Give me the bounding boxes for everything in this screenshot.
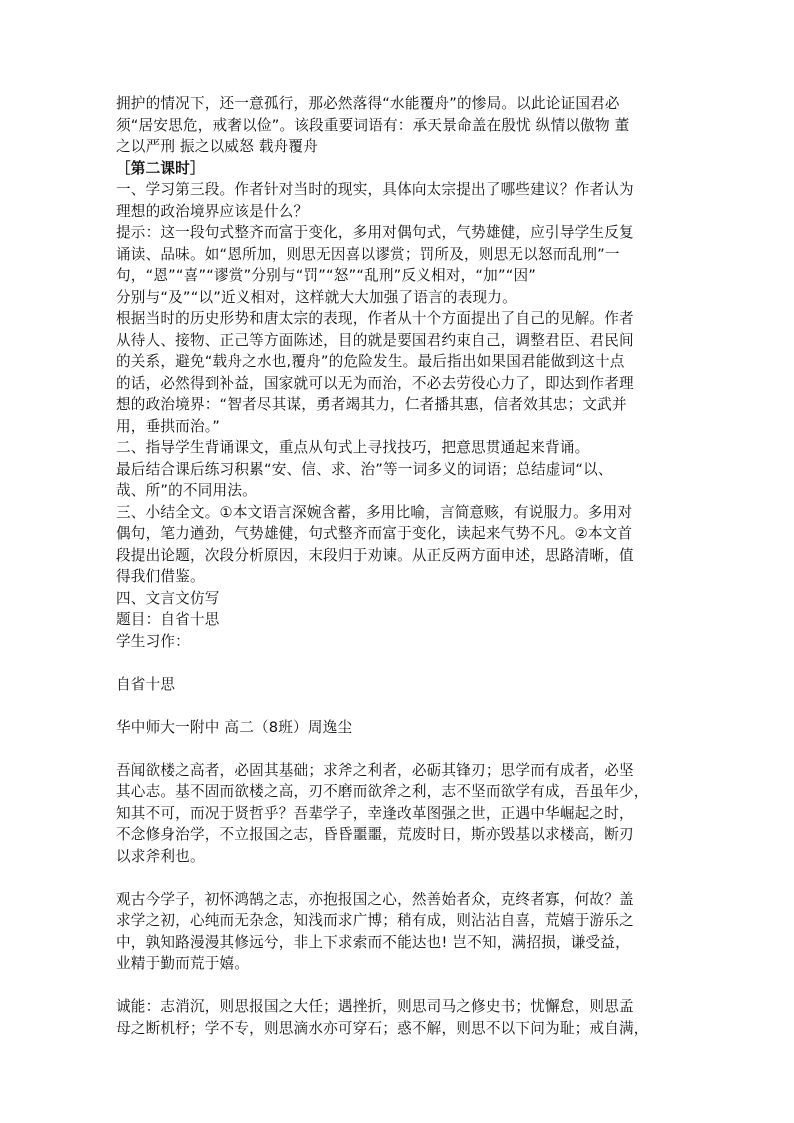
essay-line-4: 不念修身治学，不立报国之志，昏昏噩噩，荒废时日，斯亦毁基以求楼高，断刃 xyxy=(116,826,634,843)
text-line-12: 从待人、接物、正己等方面陈述，目的就是要国君约束自己，调整君臣、君民间 xyxy=(116,331,634,349)
section-heading-second-lesson: ［第二课时］ xyxy=(116,159,205,177)
text-line-6: 理想的政治境界应该是什么？ xyxy=(116,202,309,220)
essay-line-3: 知其不可，而况于贤哲乎？吾辈学子，幸逢改革图强之世，正遇中华崛起之时， xyxy=(116,804,634,822)
text-line-24: 四、文言文仿写 xyxy=(116,589,220,607)
text-line-5: 一、学习第三段。作者针对当时的现实，具体向太宗提出了哪些建议？作者认为 xyxy=(116,181,634,198)
text-line-22: 段提出论题，次段分析原因，末段归于劝谏。从正反两方面申述，思路清晰，值 xyxy=(116,546,634,564)
text-line-25: 题目：自省十思 xyxy=(116,611,220,628)
text-line-19: 哉、所”的不同用法。 xyxy=(116,482,257,499)
essay-line-2: 其心志。基不固而欲楼之高，刃不磨而欲斧之利，志不坚而欲学有成，吾虽年少， xyxy=(116,783,649,800)
essay-line-1: 吾闻欲楼之高者，必固其基础；求斧之利者，必砺其锋刃；思学而有成者，必坚 xyxy=(116,761,634,779)
blank-line xyxy=(116,867,684,889)
text-line-21: 偶句，笔力遒劲，气势雄健，句式整齐而富于变化，读起来气势不凡。②本文首 xyxy=(116,525,633,542)
essay-title: 自省十思 xyxy=(116,675,176,693)
text-line-11: 根据当时的历史形势和唐太宗的表现，作者从十个方面提出了自己的见解。作者 xyxy=(116,310,634,327)
blank-line xyxy=(116,738,684,760)
text-line-26: 学生习作： xyxy=(116,632,190,650)
text-line-1: 拥护的情况下，还一意孤行，那必然落得“水能覆舟”的惨局。以此论证国君必 xyxy=(116,95,620,112)
text-line-13: 的关系，避免“载舟之水也,覆舟”的危险发生。最后指出如果国君能做到这十点 xyxy=(116,353,625,370)
text-line-23: 得我们借鉴。 xyxy=(116,568,205,585)
text-line-7: 提示：这一段句式整齐而富于变化，多用对偶句式，气势雄健，应引导学生反复 xyxy=(116,224,634,241)
essay-line-9: 业精于勤而荒于嬉。 xyxy=(116,955,250,972)
text-line-17: 二、指导学生背诵课文，重点从句式上寻找技巧，把意思贯通起来背诵。 xyxy=(116,439,590,456)
text-line-16: 用，垂拱而治。” xyxy=(116,417,221,435)
text-line-2: 须“居安思危，戒奢以俭”。该段重要词语有：承天景命盖在殷忧 纵情以傲物 董 xyxy=(116,116,630,134)
essay-line-10: 诚能：志消沉，则思报国之大任；遇挫折，则思司马之修史书；忧懈怠，则思孟 xyxy=(116,998,634,1015)
text-line-20: 三、小结全文。①本文语言深婉含蓄，多用比喻，言简意赅，有说服力。多用对 xyxy=(116,503,633,521)
text-line-18: 最后结合课后练习积累“安、信、求、治”等一词多义的词语；总结虚词“以、 xyxy=(116,460,613,478)
text-line-10: 分别与“及”“以”近义相对，这样就大大加强了语言的表现力。 xyxy=(116,288,517,306)
blank-line xyxy=(116,695,684,717)
essay-line-7: 求学之初，心纯而无杂念，知浅而求广博；稍有成，则沾沾自喜，荒嬉于游乐之 xyxy=(116,912,634,929)
essay-line-5: 以求斧利也。 xyxy=(116,847,205,865)
text-line-9: 句，“恩”“喜”“谬赏”分别与“罚”“怒”“乱刑”反义相对，“加”“因” xyxy=(116,267,537,284)
text-line-15: 想的政治境界：“智者尽其谋，勇者竭其力，仁者播其惠，信者效其忠；文武并 xyxy=(116,396,627,413)
essay-author: 华中师大一附中 高二（8班）周逸尘 xyxy=(116,718,353,736)
essay-line-8: 中，孰知路漫漫其修远兮，非上下求索而不能达也! 岂不知，满招损，谦受益， xyxy=(116,933,630,951)
text-line-3: 之以严刑 振之以威怒 载舟覆舟 xyxy=(116,138,318,155)
essay-line-6: 观古今学子，初怀鸿鹄之志，亦抱报国之心，然善始者众，克终者寡，何故？盖 xyxy=(116,890,634,908)
blank-line xyxy=(116,652,684,674)
blank-line xyxy=(116,975,684,997)
text-line-8: 诵读、品味。如“恩所加，则思无因喜以谬赏；罚所及，则思无以怒而乱刑”一 xyxy=(116,245,620,263)
text-line-14: 的话，必然得到补益，国家就可以无为而治，不必去劳役心力了，即达到作者理 xyxy=(116,374,634,392)
essay-line-11: 母之断机杼；学不专，则思滴水亦可穿石；惑不解，则思不以下问为耻；戒自满， xyxy=(116,1019,649,1037)
